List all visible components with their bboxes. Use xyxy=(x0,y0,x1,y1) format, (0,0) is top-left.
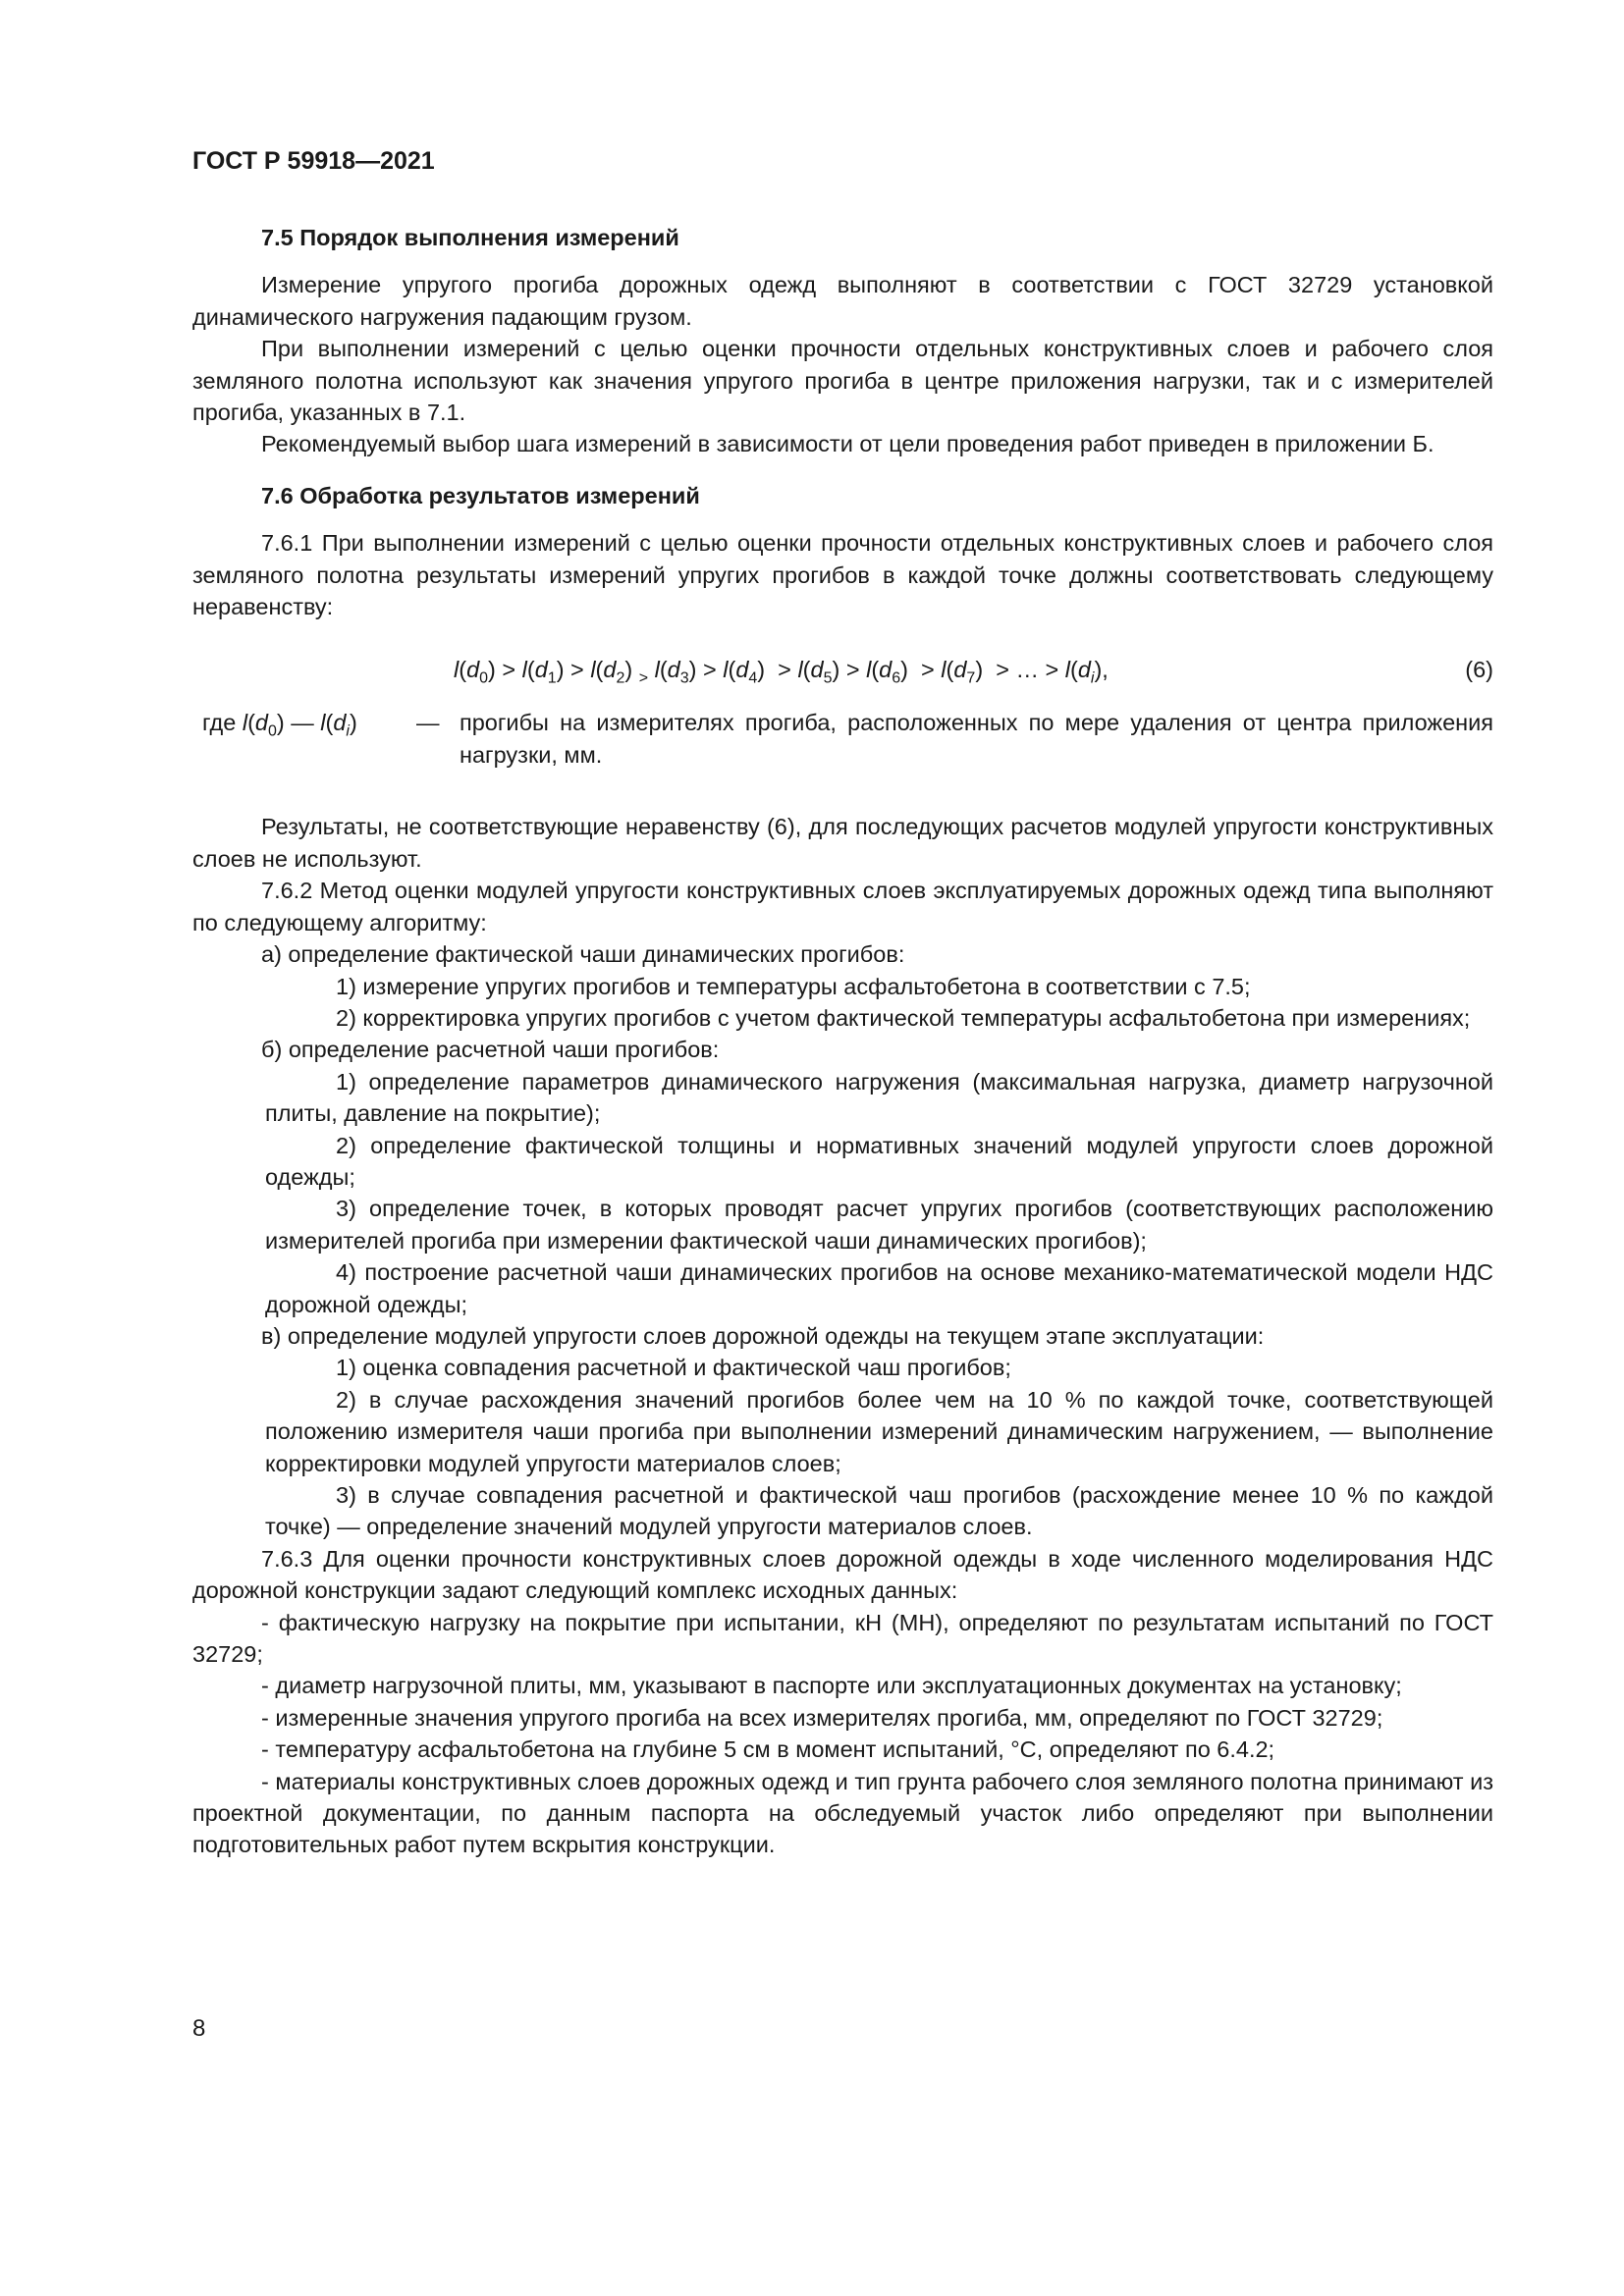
paragraph-7-6-2: 7.6.2 Метод оценки модулей упругости конструктивных слоев эксплуатируемых дорожных одежд типа выполняют по следующему алгоритму: xyxy=(192,878,1493,935)
dash-list-item: - диаметр нагрузочной плиты, мм, указывают в паспорте или эксплуатационных документах на установку; xyxy=(261,1673,1402,1699)
document-body xyxy=(192,222,1493,1861)
list-item: 1) оценка совпадения расчетной и фактической чаш прогибов; xyxy=(336,1355,1011,1381)
list-item: 3) определение точек, в которых проводят расчет упругих прогибов (соответствующих расположению измерителей прогиба при измерении фактической чаши динамических прогибов); xyxy=(265,1196,1493,1254)
page-number: 8 xyxy=(192,2015,206,2042)
dash-list-item: - температуру асфальтобетона на глубине 5 см в момент испытаний, °С, определяют по 6.4.2; xyxy=(261,1736,1275,1763)
paragraph-7-6-3: 7.6.3 Для оценки прочности конструктивных слоев дорожной одежды в ходе численного моделирования НДС дорожной конструкции задают следующий комплекс исходных данных: xyxy=(192,1545,1493,1604)
list-item: 1) измерение упругих прогибов и температуры асфальтобетона в соответствии с 7.5; xyxy=(336,973,1251,999)
where-text: прогибы на измерителях прогиба, расположенных по мере удаления от центра приложения нагрузки, мм. xyxy=(460,710,1493,768)
list-item: 1) определение параметров динамического нагружения (максимальная нагрузка, диаметр нагрузочной плиты, давление на покрытие); xyxy=(265,1068,1493,1127)
where-symbol: где $l(d_0)$ — $l(d_i)$ xyxy=(202,710,357,741)
where-dash: — xyxy=(416,710,440,736)
formula-explanation xyxy=(192,707,1493,781)
paragraph: Измерение упругого прогиба дорожных одежд выполняют в соответствии с ГОСТ 32729 установкой динамического нагружения падающим грузом. xyxy=(192,272,1493,330)
dash-list-item: - измеренные значения упругого прогиба на всех измерителях прогиба, мм, определяют по ГОСТ 32729; xyxy=(261,1704,1383,1731)
list-item: 3) в случае совпадения расчетной и фактической чаш прогибов (расхождение менее 10 % по каждой точке) — определение значений модулей упругости материалов слоев. xyxy=(265,1482,1493,1540)
paragraph: Рекомендуемый выбор шага измерений в зависимости от цели проведения работ приведен в приложении Б. xyxy=(261,431,1435,457)
list-item: 2) корректировка упругих прогибов с учетом фактической температуры асфальтобетона при измерениях; xyxy=(336,1004,1471,1031)
list-item: 4) построение расчетной чаши динамических прогибов на основе механико-математической модели НДС дорожной одежды; xyxy=(265,1259,1493,1317)
list-item: 2) определение фактической толщины и нормативных значений модулей упругости слоев дорожной одежды; xyxy=(265,1132,1493,1190)
document-header: ГОСТ Р 59918—2021 xyxy=(192,147,435,175)
formula-number: (6) xyxy=(1465,657,1493,683)
list-label-b: б) определение расчетной чаши прогибов: xyxy=(261,1037,720,1063)
list-item: 2) в случае расхождения значений прогибов более чем на 10 % по каждой точке, соответствующей положению измерителя чаши прогиба при выполнении измерений динамическим нагружением, — выполнение корректировки модулей упругости материалов слоев; xyxy=(265,1386,1493,1476)
section-heading-7-6: 7.6 Обработка результатов измерений xyxy=(261,482,700,508)
formula-expression: $l(d_0) > l(d_1) > l(d_2)$ $_>$ $l(d_3) > l(d_4) > l(d_5) > l(d_6) > l(d_7)$ > … > $l(d_i)$, xyxy=(454,657,1109,688)
dash-list-item: - материалы конструктивных слоев дорожных одежд и тип грунта рабочего слоя земляного полотна принимают из проектной документации, по данным паспорта на обследуемый участок либо определяют при выполнении подготовительных работ путем вскрытия конструкции. xyxy=(192,1768,1493,1858)
dash-list-item: - фактическую нагрузку на покрытие при испытании, кН (МН), определяют по результатам испытаний по ГОСТ 32729; xyxy=(192,1609,1493,1668)
paragraph-7-6-1: 7.6.1 При выполнении измерений с целью оценки прочности отдельных конструктивных слоев и рабочего слоя земляного полотна результаты измерений упругих прогибов в каждой точке должны соответствовать следующему неравенству: xyxy=(192,530,1493,620)
formula-inequality xyxy=(192,644,1493,695)
section-heading-7-5: 7.5 Порядок выполнения измерений xyxy=(261,225,679,250)
paragraph: Результаты, не соответствующие неравенству (6), для последующих расчетов модулей упругости конструктивных слоев не используют. xyxy=(192,814,1493,872)
list-label-v: в) определение модулей упругости слоев дорожной одежды на текущем этапе эксплуатации: xyxy=(261,1322,1265,1349)
paragraph: При выполнении измерений с целью оценки прочности отдельных конструктивных слоев и рабочего слоя земляного полотна используют как значения упругого прогиба в центре приложения нагрузки, так и с измерителей прогиба, указанных в 7.1. xyxy=(192,336,1493,426)
list-label-a: а) определение фактической чаши динамических прогибов: xyxy=(261,941,905,968)
